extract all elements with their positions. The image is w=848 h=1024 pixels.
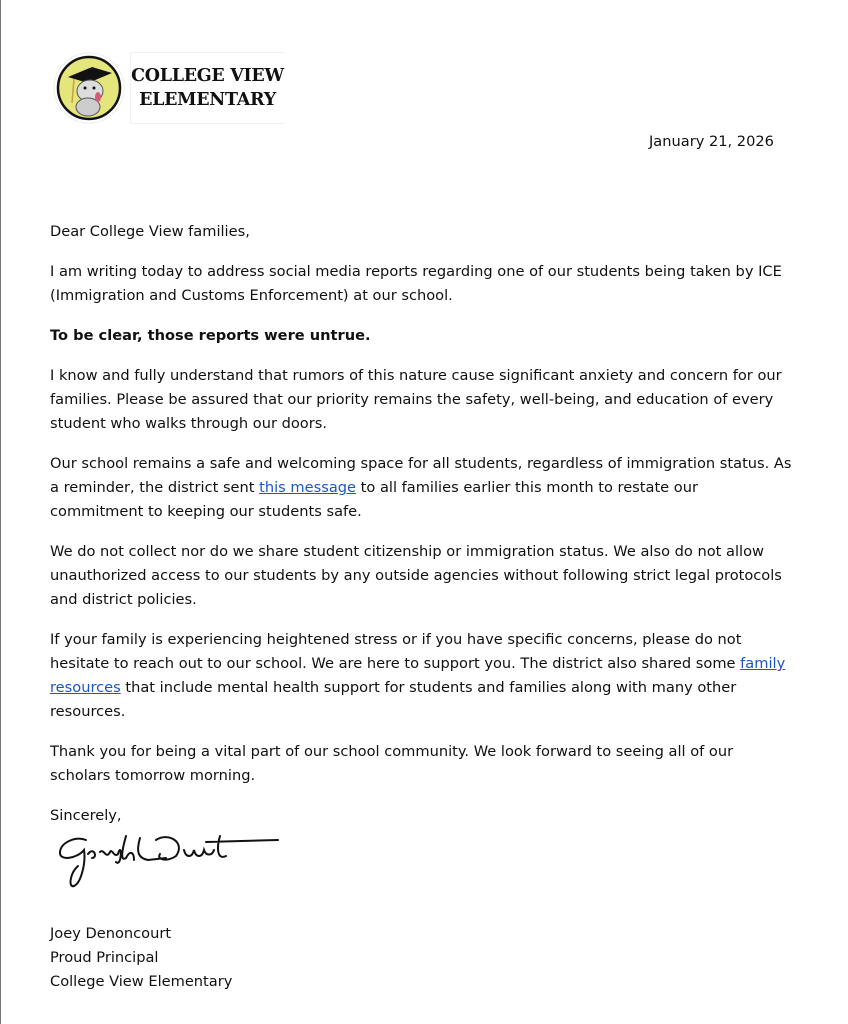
logo-line-2: ELEMENTARY [139,90,276,110]
closing: Sincerely, [50,807,122,824]
greeting: Dear College View families, [50,223,250,240]
logo-wordmark [130,52,284,124]
signer-name: Joey Denoncourt [50,925,172,942]
family-resources-link[interactable]: family resources [50,655,786,696]
signer-school: College View Elementary [50,973,233,990]
bulldog-mascot-icon [52,51,126,125]
signer-title: Proud Principal [50,949,159,966]
paragraph-4-text-b: to all families earlier this month to restate our commitment to keeping our students safe. [50,479,698,520]
letter-body [50,220,795,844]
paragraph-3: I know and fully understand that rumors of this nature cause significant anxiety and concern for our families. Please be assured that our priority remains the safety, well-being, and education of every student who walks through our doors. [50,367,782,432]
this-message-link[interactable]: this message [259,479,357,496]
school-logo [52,50,284,126]
paragraph-7: Thank you for being a vital part of our school community. We look forward to seeing all of our scholars tomorrow morning. [50,743,734,784]
paragraph-6 [50,628,795,724]
letter-date: January 21, 2026 [649,133,774,150]
paragraph-4-text-a: Our school remains a safe and welcoming space for all students, regardless of immigration status. As a reminder, the district sent [50,455,792,496]
paragraph-4 [50,452,795,524]
paragraph-6-text-a: If your family is experiencing heightened stress or if you have specific concerns, please do not hesitate to reach out to our school. We are here to support you. The district also shared some [50,631,742,672]
paragraph-5: We do not collect nor do we share student citizenship or immigration status. We also do not allow unauthorized access to our students by any outside agencies without following strict legal protocols and district policies. [50,543,782,608]
logo-line-1: COLLEGE VIEW [131,66,284,86]
page-border [0,0,1,1024]
paragraph-6-text-b: that include mental health support for students and families along with many other resources. [50,679,737,720]
signature-block [50,922,232,994]
signature-image [56,828,281,890]
paragraph-2: To be clear, those reports were untrue. [50,327,371,344]
paragraph-1: I am writing today to address social media reports regarding one of our students being taken by ICE (Immigration and Customs Enforcement) at our school. [50,263,782,304]
